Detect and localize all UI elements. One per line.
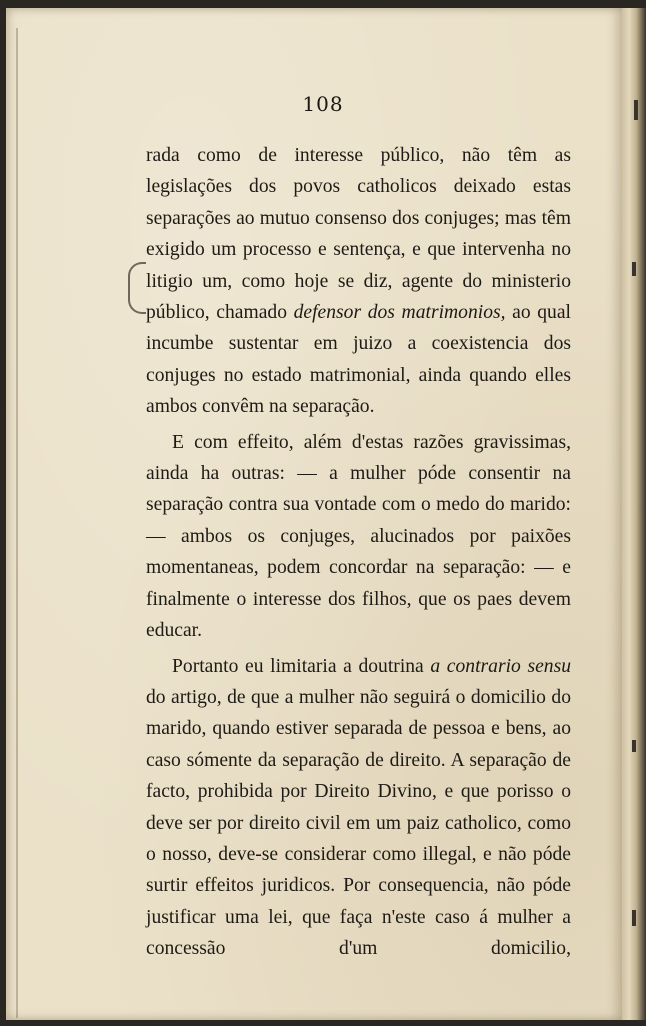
- text-run: Portanto eu limitaria a doutrina: [172, 655, 431, 677]
- paragraph: [146, 140, 571, 423]
- italic-phrase: a contrario sensu: [430, 655, 571, 677]
- gutter-line: [16, 28, 18, 1018]
- text-run: E com effeito, além d'estas razões gravissimas, ainda ha outras: — a mulher póde consentir na separação contra sua vontade com o medo do marido: — ambos os conjuges, alucinados por paixões momentaneas, podem concordar na separação: — e finalmente o interesse dos filhos, que os paes devem educar.: [146, 431, 571, 642]
- body-text: [146, 140, 571, 969]
- margin-bracket-mark: [128, 262, 146, 314]
- text-run: ao qual incumbe sustentar em juizo a coexistencia dos conjuges no estado matrimonial, ainda quando elles ambos convêm na separação.: [146, 302, 571, 418]
- book-edge: [622, 8, 646, 1020]
- edge-mark: [632, 262, 636, 276]
- edge-mark: [632, 910, 636, 926]
- paragraph: [146, 651, 571, 965]
- page-number: 108: [302, 92, 344, 116]
- paragraph: [146, 427, 571, 647]
- italic-phrase: defensor dos matrimonios,: [293, 302, 506, 324]
- edge-mark: [632, 740, 636, 752]
- text-run: rada como de interesse público, não têm as legislações dos povos catholicos deixado estas separações ao mutuo consenso dos conjuges; mas têm exigido um processo e sentença, e que intervenha no litigio um, como hoje se diz, agente do ministerio público, chamado: [146, 145, 571, 324]
- text-run: do artigo, de que a mulher não seguirá o domicilio do marido, quando estiver separada de pessoa e bens, ao caso sómente da separação de direito. A separação de facto, prohibida por Direito Divino, e que porisso o deve ser por direito civil em um paiz catholico, como o nosso, deve-se considerar como illegal, e não póde surtir effeitos juridicos. Por consequencia, não póde justificar uma lei, que faça n'este caso á mulher a concessão d'um domicilio,: [146, 686, 571, 960]
